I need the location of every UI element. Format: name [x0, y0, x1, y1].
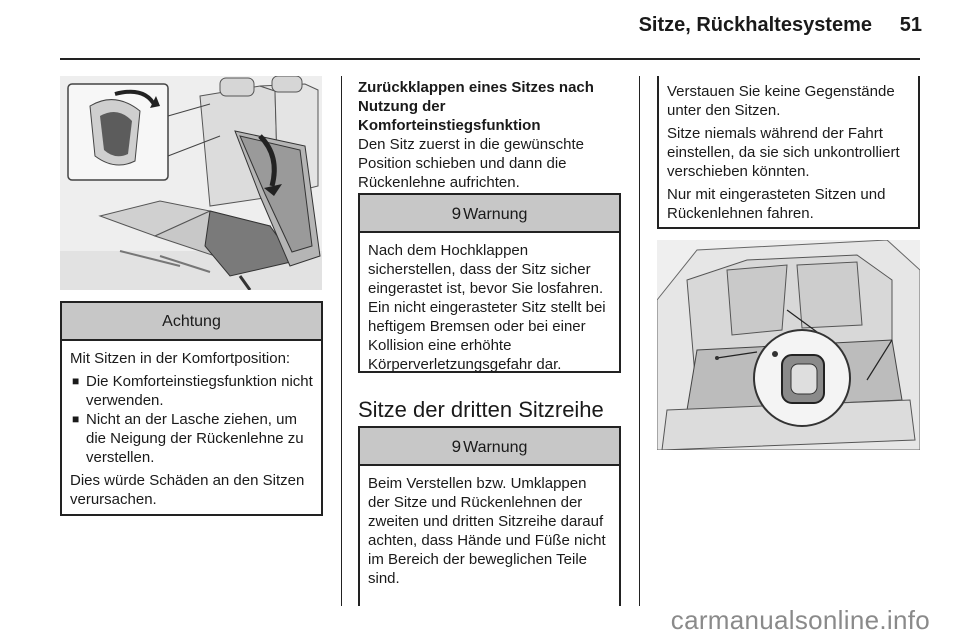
trunk-cover-illustration: [657, 240, 920, 450]
achtung-outro: Dies würde Schäden an den Sitzen verursachen.: [70, 472, 305, 508]
continued-warning-box: [657, 76, 920, 229]
middle-intro-text: [358, 78, 623, 192]
page-number: 51: [899, 14, 922, 36]
achtung-bullet-1: ■ Die Komforteinstiegsfunktion nicht verwenden.: [70, 372, 313, 410]
achtung-bullet-2: ■ Nicht an der Lasche ziehen, um die Neigung der Rückenlehne zu verstellen.: [70, 410, 313, 467]
warning-box-2: [358, 426, 621, 606]
warning-box-2-label: Warnung: [463, 439, 528, 456]
column-divider-left: [341, 76, 342, 606]
achtung-bullet-list: [70, 372, 313, 467]
trunk-cover-drawing: [657, 240, 920, 450]
header-rule: [60, 58, 920, 60]
achtung-intro: Mit Sitzen in der Komfortposition:: [70, 350, 291, 367]
warning-icon: 9: [451, 204, 462, 223]
warning-box-1-body: Nach dem Hochklappen sicherstellen, dass der Sitz sicher eingerastet ist, bevor Sie losfahren. Ein nicht eingerasteter Sitz stellt bei heftigem Bremsen oder bei einer Kollision eine erhöhte Körperverletzungsgefahr dar.: [368, 242, 606, 373]
continued-line-1: Verstauen Sie keine Gegenstände unter den Sitzen.: [667, 83, 895, 119]
warning-box-1-label: Warnung: [463, 206, 528, 223]
warning-box-1: [358, 193, 621, 373]
subheading-fold-back: Zurückklappen eines Sitzes nach Nutzung der Komforteinstiegsfunktion: [358, 79, 594, 134]
achtung-notice-box: [60, 301, 323, 516]
fold-back-paragraph: Den Sitz zuerst in die gewünschte Position schieben und dann die Rückenlehne aufrichten.: [358, 136, 584, 191]
warning-box-2-body: Beim Verstellen bzw. Umklappen der Sitze und Rückenlehnen der zweiten und dritten Sitzreihe darauf achten, dass Hände und Füße nicht im Bereich der beweglichen Teile sind.: [368, 475, 606, 587]
seat-folding-drawing: [60, 76, 322, 290]
seat-folding-illustration: [60, 76, 322, 290]
warning-box-1-title: [360, 195, 619, 233]
page-header-title: Sitze, Rückhaltesysteme: [638, 14, 872, 36]
warning-box-2-title: [360, 428, 619, 466]
warning-icon: 9: [451, 437, 462, 456]
achtung-box-body: [62, 341, 321, 519]
continued-line-3: Nur mit eingerasteten Sitzen und Rückenlehnen fahren.: [667, 186, 886, 222]
continued-line-2: Sitze niemals während der Fahrt einstellen, da sie sich unkontrolliert verschieben könnten.: [667, 125, 900, 180]
section-title-third-row: Sitze der dritten Sitzreihe: [358, 397, 604, 422]
footer-watermark[interactable]: carmanualsonline.info: [670, 605, 930, 635]
achtung-box-title: Achtung: [62, 303, 321, 341]
column-divider-right: [639, 76, 640, 606]
continued-warning-body: [659, 76, 918, 233]
